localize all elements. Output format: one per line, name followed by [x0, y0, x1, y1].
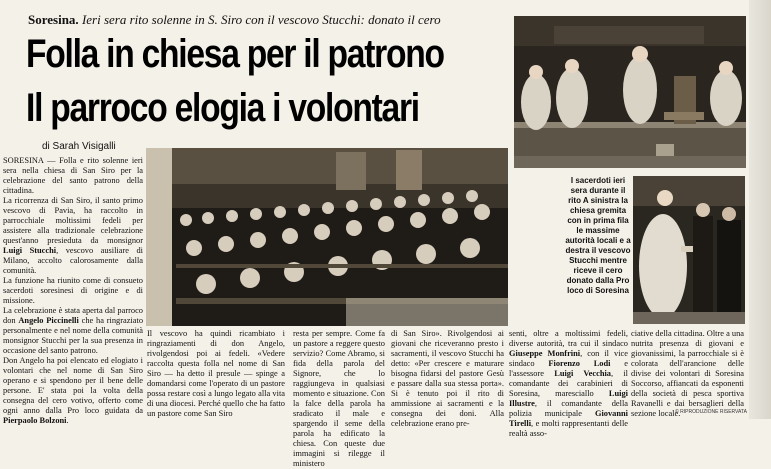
photo-crowded-church [146, 148, 508, 326]
photo-bishop-cero [633, 176, 745, 324]
photo-priests-altar [514, 16, 746, 168]
article-column-4: di San Siro». Rivolgendosi ai giovani che riceveranno presto i sacramenti, il vescovo Stucchi ha detto: «Per crescere e maturare bisogna fidarsi del pastore Gesù e passare dalla sua stessa porta». Si è tenuto poi il rito di ammissione ai sacramenti e la consegna dei doni. Alla celebrazione erano pre- [391, 329, 504, 428]
copyright-notice: © RIPRODUZIONE RISERVATA [675, 409, 747, 415]
article-column-1 [3, 156, 144, 425]
article-column-3: resta per sempre. Come fa un pastore a reggere questo servizio? Come Abramo, si fida della parola del Signore, che lo raggiungeva in qualsiasi momento e situazione. Con la falce della parola ha sradicato il male e spargendo il seme della parola ha edificato la chiesa. Con queste due immagini si rilegge il ministero [293, 329, 385, 468]
kicker [28, 12, 508, 27]
kicker-place: Soresina. [28, 12, 79, 27]
paragraph: La ricorrenza di San Siro, il santo primo vescovo di Pavia, ha raccolto in parrocchiale moltissimi fedeli per assistere alla tradizionale celebrazione quest'anno presieduta da monsignor Luigi Stucchi, vescovo ausiliare di Milano, accolto calorosamente dalla comunità. [3, 196, 144, 275]
paragraph: Don Angelo ha poi elencato ed elogiato i volontari che nel nome di San Siro operano e si spendono per il bene delle persone. E' stata poi la volta della consegna del cero votivo, offerto come ogni anno dalla Pro loco guidata da Pierpaolo Bolzoni. [3, 356, 143, 425]
paragraph: La celebrazione è stata aperta dal parroco don Angelo Piccinelli che ha ringraziato personalmente e nel nome della comunità monsignor Stucchi per la sua presenza in occasione del santo patrono. [3, 306, 144, 355]
kicker-subtitle: Ieri sera rito solenne in S. Siro con il vescovo Stucchi: donato il cero [81, 12, 441, 27]
scan-edge [749, 0, 771, 419]
paragraph: SORESINA — Folla e rito solenne ieri sera nella chiesa di San Siro per la celebrazione del santo patrono della cittadina. [3, 156, 143, 195]
headline-line-2: Il parroco elogia i volontari [26, 86, 419, 130]
article-column-2: Il vescovo ha quindi ricambiato i ringraziamenti di don Angelo, rivolgendosi poi ai fedeli. «Vedere raccolta questa folla nel nome di San Siro — ha detto il presule — spinge a domandarsi come l'operato di un pastore possa restare così a lungo legato alla vita di una diocesi. Perché quello che ha fatto un pastore come San Siro [147, 329, 285, 418]
photo-caption: I sacerdoti ieri sera durante il rito A sinistra la chiesa gremita con in prima fila le massime autorità locali e a destra il vescovo Stucchi mentre riceve il cero donato dalla Pro loco di Soresina [565, 176, 631, 295]
paragraph: La funzione ha riunito come di consueto sacerdoti soresinesi di origine e di missione. [3, 276, 143, 305]
article-column-5: senti, oltre a moltissimi fedeli, diverse autorità, tra cui il sindaco Giuseppe Monfrini, con il vice sindaco Fiorenzo Lodi e l'assessore Luigi Vecchia, il comandante dei carabinieri di Soresina, maresciallo Luigi Illustre, il comandante della polizia municipale Giovanni Tirelli, e molti rappresentanti delle realtà asso- [509, 329, 629, 438]
article-column-6: ciative della cittadina. Oltre a una nutrita presenza di giovani e giovanissimi, la parrocchiale si è colorata dell'arancione delle divise dei volontari di Soresina Soccorso, affiancati da esponenti della società di pesca sportiva Ravanelli e dai bersaglieri della sezione locale. [631, 329, 745, 418]
photo-crowded-church-image [146, 148, 508, 326]
photo-bishop-cero-image [633, 176, 745, 324]
photo-priests-altar-image [514, 16, 746, 168]
byline: di Sarah Visigalli [42, 141, 116, 152]
headline-line-1: Folla in chiesa per il patrono [26, 32, 444, 76]
